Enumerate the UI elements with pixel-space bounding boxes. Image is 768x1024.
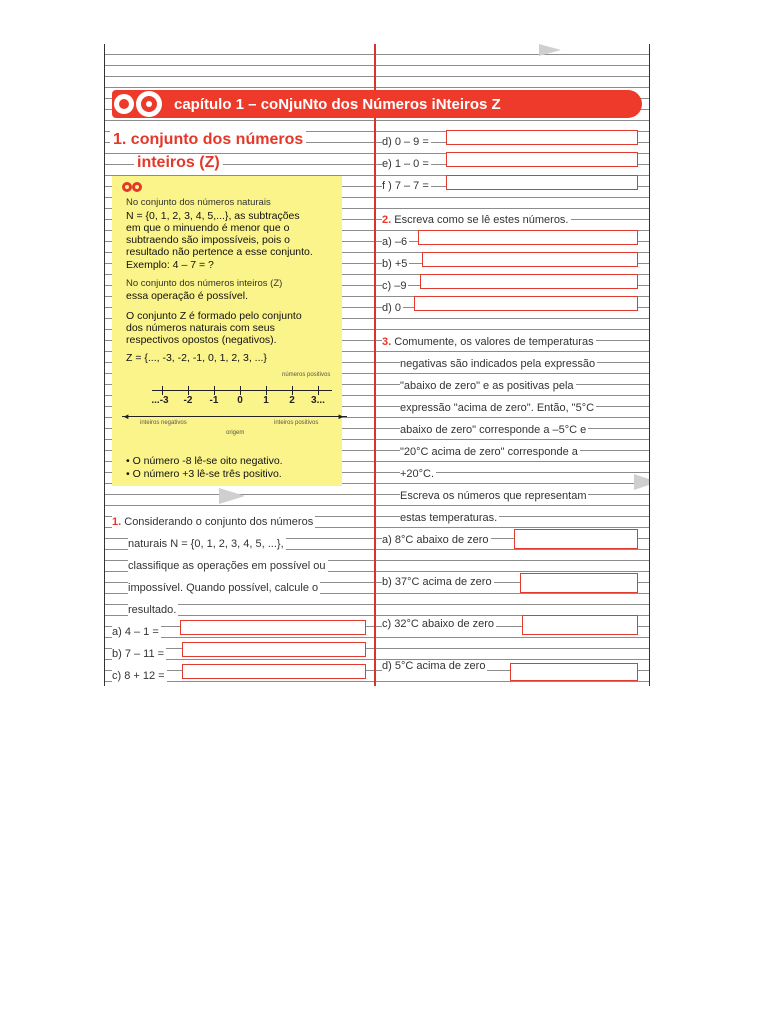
exercise-1e-label: e) 1 – 0 = bbox=[382, 158, 429, 170]
number-line-caption: origem bbox=[226, 430, 245, 436]
exercise-1a-label: a) 4 – 1 = bbox=[112, 626, 159, 638]
answer-field-2c[interactable] bbox=[420, 274, 638, 289]
box-text: resultado não pertence a esse conjunto. bbox=[126, 246, 313, 258]
box-text: No conjunto dos números inteiros (Z) bbox=[126, 278, 283, 289]
number-line: números positivos ...-3 -2 -1 0 1 2 3... ◄ ► inteiros negativos inteiros positivos origem bbox=[122, 376, 342, 436]
exercise-3-text: negativas são indicados pela expressão bbox=[400, 358, 596, 370]
box-text: Z = {..., -3, -2, -1, 0, 1, 2, 3, ...} bbox=[126, 352, 267, 364]
exercise-3-text: +20°C. bbox=[400, 468, 435, 480]
exercise-1d-label: d) 0 – 9 = bbox=[382, 136, 429, 148]
exercise-3c-label: c) 32°C abaixo de zero bbox=[382, 618, 495, 630]
answer-field-1b[interactable] bbox=[182, 642, 366, 657]
exercise-2b-label: b) +5 bbox=[382, 258, 408, 270]
answer-field-2b[interactable] bbox=[422, 252, 638, 267]
section-title-line2: inteiros (Z) bbox=[134, 154, 223, 172]
number-line-label: -1 bbox=[209, 395, 219, 406]
answer-field-1a[interactable] bbox=[180, 620, 366, 635]
exercise-number: 1. bbox=[112, 516, 122, 528]
answer-field-3c[interactable] bbox=[522, 615, 638, 635]
exercise-1b-label: b) 7 – 11 = bbox=[112, 648, 165, 660]
exercise-3-text: "20°C acima de zero" corresponde a bbox=[400, 446, 578, 458]
exercise-number: 3. bbox=[382, 336, 392, 348]
box-text: No conjunto dos números naturais bbox=[126, 197, 271, 208]
exercise-3d-label: d) 5°C acima de zero bbox=[382, 660, 486, 672]
section-title: 1. conjunto dos números bbox=[110, 131, 306, 149]
chapter-banner bbox=[112, 90, 642, 118]
box-text: essa operação é possível. bbox=[126, 290, 248, 302]
exercise-1-text: classifique as operações em possível ou bbox=[128, 560, 326, 572]
box-text: N = {0, 1, 2, 3, 4, 5,...}, as subtrações bbox=[126, 210, 300, 222]
number-line-caption: inteiros positivos bbox=[274, 420, 319, 426]
right-border-line bbox=[649, 44, 650, 686]
answer-field-1f[interactable] bbox=[446, 175, 638, 190]
box-text: respectivos opostos (negativos). bbox=[126, 334, 277, 346]
box-text: O conjunto Z é formado pelo conjunto bbox=[126, 310, 302, 322]
answer-field-2d[interactable] bbox=[414, 296, 638, 311]
info-box bbox=[112, 176, 345, 486]
exercise-2a-label: a) –6 bbox=[382, 236, 408, 248]
box-text: dos números naturais com seus bbox=[126, 322, 275, 334]
number-line-caption: inteiros negativos bbox=[140, 420, 187, 426]
exercise-3-text: abaixo de zero" corresponde a –5°C e bbox=[400, 424, 587, 436]
worksheet-page bbox=[104, 44, 650, 686]
answer-field-2a[interactable] bbox=[418, 230, 638, 245]
box-bullet: • O número +3 lê-se três positivo. bbox=[126, 468, 282, 480]
exercise-3-text: 3. Comumente, os valores de temperaturas bbox=[382, 336, 594, 348]
exercise-3-text: estas temperaturas. bbox=[400, 512, 498, 524]
chapter-title: capítulo 1 – coNjuNto dos Números iNteiros Z bbox=[174, 96, 501, 113]
exercise-3b-label: b) 37°C acima de zero bbox=[382, 576, 492, 588]
answer-field-3a[interactable] bbox=[514, 529, 638, 549]
target-icon bbox=[122, 182, 144, 192]
exercise-1-text: resultado. bbox=[128, 604, 177, 616]
number-line-label: 3... bbox=[311, 395, 325, 406]
box-bullet: • O número -8 lê-se oito negativo. bbox=[126, 455, 283, 467]
answer-field-3b[interactable] bbox=[520, 573, 638, 593]
box-text: subtraendo são impossíveis, pois o bbox=[126, 234, 291, 246]
exercise-3-text: expressão "acima de zero". Então, "5°C bbox=[400, 402, 595, 414]
number-line-label: ...-3 bbox=[151, 395, 169, 406]
exercise-1c-label: c) 8 + 12 = bbox=[112, 670, 165, 682]
watermark-arrow-icon bbox=[539, 44, 561, 56]
watermark-arrow-icon bbox=[634, 474, 650, 490]
exercise-1-text: naturais N = {0, 1, 2, 3, 4, 5, ...}, bbox=[128, 538, 284, 550]
exercise-3a-label: a) 8°C abaixo de zero bbox=[382, 534, 489, 546]
box-text: Exemplo: 4 – 7 = ? bbox=[126, 259, 214, 271]
exercise-2c-label: c) –9 bbox=[382, 280, 407, 292]
number-line-label: 2 bbox=[289, 395, 295, 406]
answer-field-1c[interactable] bbox=[182, 664, 366, 679]
exercise-1-text: 1. Considerando o conjunto dos números bbox=[112, 516, 314, 528]
answer-field-1e[interactable] bbox=[446, 152, 638, 167]
answer-field-3d[interactable] bbox=[510, 663, 638, 681]
watermark-arrow-icon bbox=[219, 488, 245, 504]
exercise-2-text: 2. Escreva como se lê estes números. bbox=[382, 214, 569, 226]
answer-field-1d[interactable] bbox=[446, 130, 638, 145]
exercise-number: 2. bbox=[382, 214, 392, 226]
number-line-label: 0 bbox=[237, 395, 243, 406]
number-line-label: 1 bbox=[263, 395, 269, 406]
exercise-3-text: Escreva os números que representam bbox=[400, 490, 587, 502]
column-divider bbox=[374, 44, 376, 686]
exercise-2d-label: d) 0 bbox=[382, 302, 401, 314]
left-border-line bbox=[104, 44, 105, 686]
exercise-3-text: "abaixo de zero" e as positivas pela bbox=[400, 380, 574, 392]
exercise-1-text: impossível. Quando possível, calcule o bbox=[128, 582, 319, 594]
number-line-label: -2 bbox=[183, 395, 193, 406]
box-text: em que o minuendo é menor que o bbox=[126, 222, 290, 234]
number-line-top-label: números positivos bbox=[282, 372, 331, 378]
exercise-1f-label: f ) 7 – 7 = bbox=[382, 180, 429, 192]
